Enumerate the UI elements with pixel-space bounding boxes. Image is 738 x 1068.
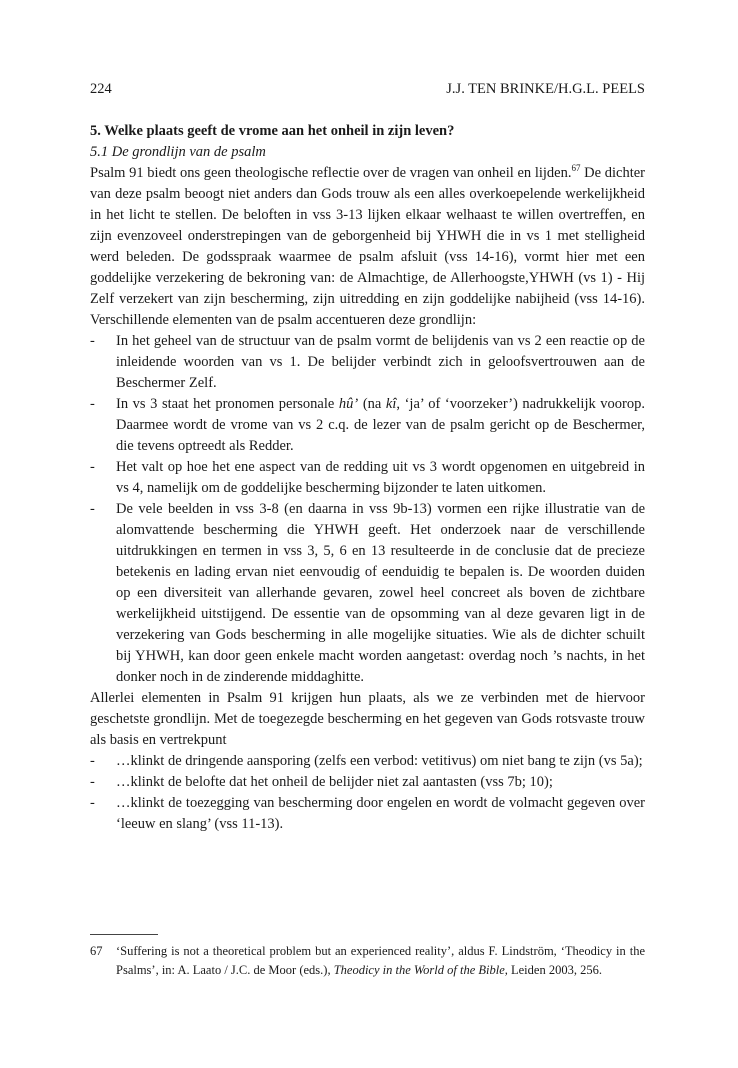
list-dash: - <box>90 396 95 412</box>
list-item <box>90 499 645 688</box>
list-item-text: …klinkt de dringende aansporing (zelfs een verbod: vetitivus) om niet bang te zijn (vs 5a); <box>116 753 643 769</box>
footnote-number: 67 <box>90 944 103 958</box>
list-item-text: Het valt op hoe het ene aspect van de redding uit vs 3 wordt opgenomen en uitgebreid in vs 4, namelijk om de goddelijke bescherming bijzonder te laten uitkomen. <box>116 459 645 496</box>
list-item <box>90 457 645 499</box>
paragraph: Allerlei elementen in Psalm 91 krijgen hun plaats, als we ze verbinden met de hiervoor geschetste grondlijn. Met de toegezegde bescherming en het gegeven van Gods rotsvaste trouw als basis en vertrekpunt <box>90 690 645 748</box>
paragraph-text: Psalm 91 biedt ons geen theologische reflectie over de vragen van onheil en lijden. <box>90 165 572 181</box>
paragraph-text: De dichter van deze psalm beoogt niet anders dan Gods trouw als een alles overkoepelende werkelijkheid in het licht te stellen. De beloften in vss 3-13 lijken elkaar welhaast te willen overtreffen, en zijn evenzoveel onderstrepingen van de geborgenheid bij YHWH die in vs 1 met stelligheid werd beleden. De godsspraak waarmee de psalm afsluit (vss 14-16), vormt hier met een goddelijke verzekering de bekroning van: de Almachtige, de Allerhoogste,YHWH (vs 1) - Hij Zelf verzekert van zijn bescherming, zijn uitredding en zijn goddelijke nabijheid (vss 14-16). Verschillende elementen van de psalm accentueren deze grondlijn: <box>90 165 646 328</box>
list-item-text: In vs 3 staat het pronomen personale <box>116 396 339 412</box>
footnote-separator <box>90 934 158 935</box>
list-item-text: In het geheel van de structuur van de psalm vormt de belijdenis van vs 2 een reactie op de inleidende woorden van vs 1. De belijder verbindt zich in geloofsvertrouwen aan de Beschermer Zelf. <box>116 333 645 391</box>
list-item-text: , ‘ja’ of ‘voorzeker’) nadrukkelijk voorop. Daarmee wordt de vrome van vs 2 c.q. de lezer van de psalm gericht op de Beschermer, die tevens optreedt als Redder. <box>116 396 646 454</box>
page-number: 224 <box>90 81 112 97</box>
list-dash: - <box>90 774 95 790</box>
list-item-text: …klinkt de toezegging van bescherming door engelen en wordt de volmacht gegeven over ‘leeuw en slang’ (vss 11-13). <box>116 795 645 832</box>
list-item <box>90 751 645 772</box>
list-item <box>90 331 645 394</box>
dash-list <box>90 331 645 688</box>
footnote-text-part: Leiden 2003, 256. <box>507 963 602 977</box>
list-dash: - <box>90 501 95 517</box>
footnote <box>90 942 645 980</box>
footnote-text <box>90 942 645 980</box>
list-item <box>90 793 645 835</box>
dash-list <box>90 751 645 835</box>
hebrew-term: hû’ <box>338 396 359 412</box>
hebrew-term: kî <box>385 396 397 412</box>
list-dash: - <box>90 459 95 475</box>
list-dash: - <box>90 753 95 769</box>
paragraph <box>90 163 645 331</box>
section-heading: 5. Welke plaats geeft de vrome aan het onheil in zijn leven? <box>90 123 455 139</box>
list-item <box>90 394 645 457</box>
footnote-book-title: Theodicy in the World of the Bible, <box>333 963 508 977</box>
list-item-text: De vele beelden in vss 3-8 (en daarna in vss 9b-13) vormen een rijke illustratie van de alomvattende bescherming die YHWH geeft. Het onderzoek naar de verschillende uitdrukkingen en termen in vss 3, 5, 6 en 13 resulteerde in de conclusie dat de precieze betekenis en lading ervan niet eenvoudig of eenduidig te bepalen is. De woorden duiden op een diversiteit van allerhande gevaren, zowel heel concreet als boven de zichtbare werkelijkheid uitstijgend. De essentie van de opsomming van al deze gevaren ligt in de verzekering van Gods bescherming in alle mogelijke situaties. Wie als de dichter schuilt bij YHWH, kan door geen enkele macht worden aangetast: overdag noch ’s nachts, in het donker noch in de zinderende middaghitte. <box>116 501 645 685</box>
footnote-text-part: ‘Suffering is not a theoretical problem but an experienced reality’, aldus F. Lindström, ‘Theodicy in the Psalms’, in: A. Laato / J.C. de Moor (eds.), <box>116 944 645 977</box>
list-item-text: …klinkt de belofte dat het onheil de belijder niet zal aantasten (vss 7b; 10); <box>116 774 553 790</box>
subsection-heading: 5.1 De grondlijn van de psalm <box>90 144 266 160</box>
running-head-authors: J.J. TEN BRINKE/H.G.L. PEELS <box>446 81 645 97</box>
footnote-reference[interactable]: 67 <box>571 163 581 174</box>
list-dash: - <box>90 795 95 811</box>
list-item-text: (na <box>358 396 386 412</box>
list-item <box>90 772 645 793</box>
body-text <box>90 121 645 835</box>
list-dash: - <box>90 333 95 349</box>
